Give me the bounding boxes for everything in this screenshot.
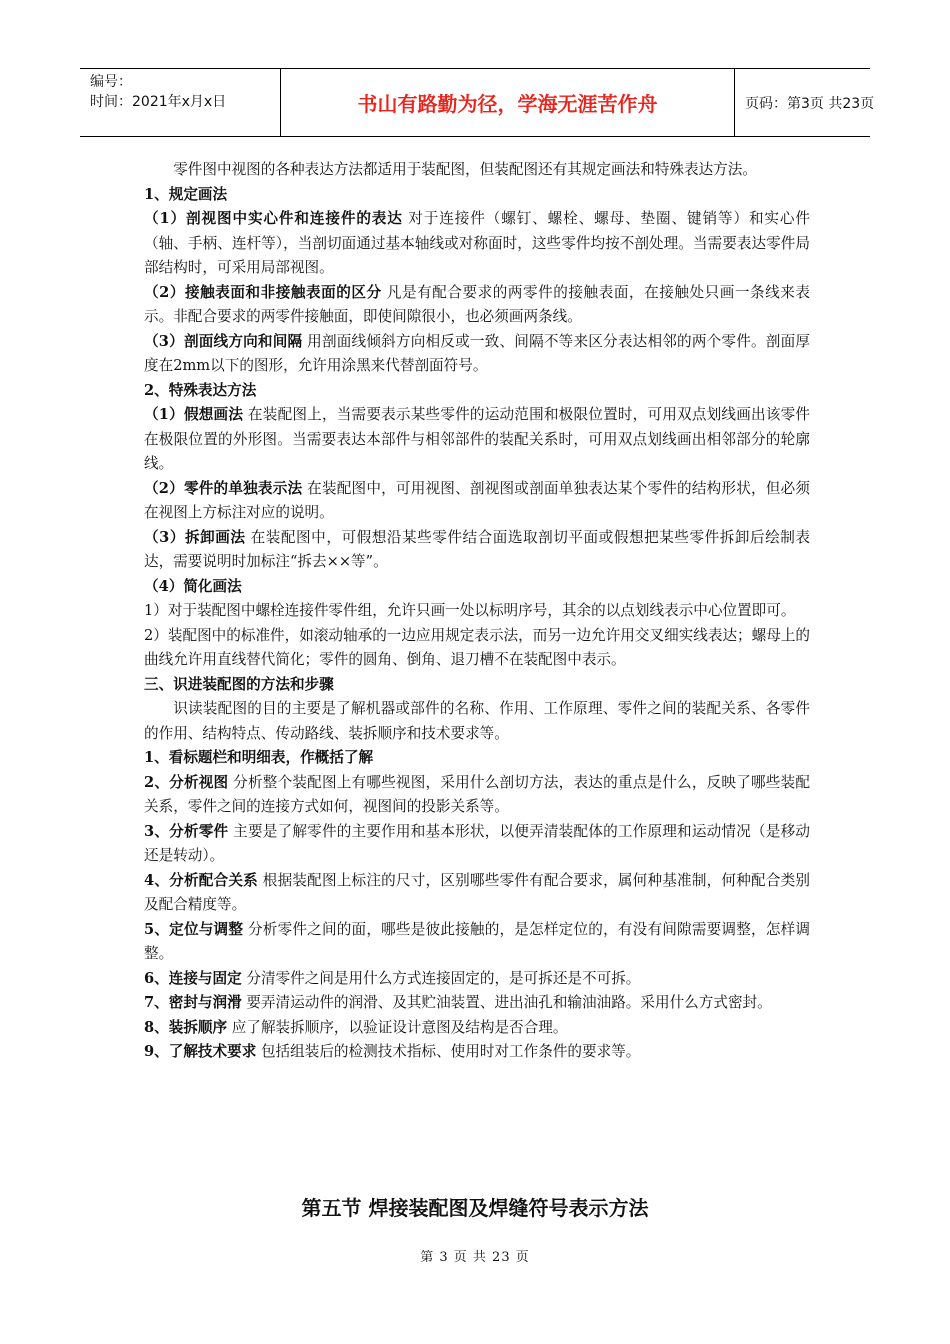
heading-prescribed-methods: 1、规定画法 — [144, 185, 228, 203]
step-5: 5、定位与调整 分析零件之间的面，哪些是彼此接触的，是怎样定位的，有没有间隙需要调整，怎样调整。 — [144, 920, 810, 962]
document-body — [144, 158, 810, 1065]
paragraph-reading-intro: 识读装配图的目的主要是了解机器或部件的名称、作用、工作原理、零件之间的装配关系、各零件的作用、结构特点、传动路线、装拆顺序和技术要求等。 — [144, 700, 810, 742]
step-6: 6、连接与固定 分清零件之间是用什么方式连接固定的，是可拆还是不可拆。 — [144, 969, 641, 987]
step-3: 3、分析零件 主要是了解零件的主要作用和基本形状，以便弄清装配体的工作原理和运动情况（是移动还是转动）。 — [144, 822, 810, 864]
paragraph-contact-surfaces: （2）接触表面和非接触表面的区分 凡是有配合要求的两零件的接触表面，在接触处只画一条线来表示。非配合要求的两零件接触面，即使间隙很小，也必须画两条线。 — [144, 283, 810, 325]
header-motto: 书山有路勤为径，学海无涯苦作舟 — [357, 92, 658, 116]
paragraph-imaginary-drawing: （1）假想画法 在装配图上，当需要表示某些零件的运动范围和极限位置时，可用双点划线画出该零件在极限位置的外形图。当需要表达本部件与相邻部件的装配关系时，可用双点划线画出相邻部分的轮廓线。 — [144, 406, 810, 472]
paragraph-simplified-1: 1）对于装配图中螺栓连接件零件组，允许只画一处以标明序号，其余的以点划线表示中心位置即可。 — [144, 602, 796, 619]
step-9: 9、了解技术要求 包括组装后的检测技术指标、使用时对工作条件的要求等。 — [144, 1043, 641, 1060]
paragraph-section-view: （1）剖视图中实心件和连接件的表达 对于连接件（螺钉、螺栓、螺母、垫圈、键销等）和实心件（轴、手柄、连杆等），当剖切面通过基本轴线或对称面时，这些零件均按不剖处理。当需要表达零件局部结构时，可采用局部视图。 — [144, 210, 810, 276]
step-7: 7、密封与润滑 要弄清运动件的润滑、及其贮油装置、进出油孔和输油油路。采用什么方式密封。 — [144, 994, 772, 1011]
header-page-code: 页码：第3页 共23页 — [745, 95, 875, 112]
step-2: 2、分析视图 分析整个装配图上有哪些视图，采用什么剖切方法，表达的重点是什么，反映了哪些装配关系，零件之间的连接方式如何，视图间的投影关系等。 — [144, 773, 810, 815]
paragraph-disassembly: （3）拆卸画法 在装配图中，可假想沿某些零件结合面选取剖切平面或假想把某些零件拆卸后绘制表达，需要说明时加标注“拆去××等”。 — [144, 528, 810, 570]
header-meta — [80, 69, 280, 136]
document-number-label: 编号： — [90, 74, 132, 90]
section-title: 第五节 焊接装配图及焊缝符号表示方法 — [301, 1196, 649, 1220]
paragraph-simplified-title: （4）简化画法 — [144, 577, 242, 595]
heading-reading-steps: 三、识进装配图的方法和步骤 — [144, 675, 334, 693]
document-date-label: 时间：2021年x月x日 — [90, 94, 227, 110]
page-footer: 第 3 页 共 23 页 — [420, 1250, 530, 1265]
paragraph-simplified-2: 2）装配图中的标准件，如滚动轴承的一边应用规定表示法，而另一边允许用交叉细实线表达；螺母上的曲线允许用直线替代简化；零件的圆角、倒角、退刀槽不在装配图中表示。 — [144, 626, 811, 668]
step-8: 8、装拆顺序 应了解装拆顺序，以验证设计意图及结构是否合理。 — [144, 1018, 568, 1036]
step-4: 4、分析配合关系 根据装配图上标注的尺寸，区别哪些零件有配合要求，属何种基准制，何种配合类别及配合精度等。 — [144, 871, 810, 913]
intro-paragraph: 零件图中视图的各种表达方法都适用于装配图，但装配图还有其规定画法和特殊表达方法。 — [173, 161, 757, 178]
heading-special-methods: 2、特殊表达方法 — [144, 381, 257, 399]
header-motto-cell — [280, 69, 735, 136]
page-header — [80, 68, 875, 137]
paragraph-hatch-lines: （3）剖面线方向和间隔 用剖面线倾斜方向相反或一致、间隔不等来区分表达相邻的两个零件。剖面厚度在2mm以下的图形，允许用涂黑来代替剖面符号。 — [144, 332, 810, 374]
paragraph-separate-part: （2）零件的单独表示法 在装配图中，可用视图、剖视图或剖面单独表达某个零件的结构形状，但必须在视图上方标注对应的说明。 — [144, 479, 810, 521]
step-1: 1、看标题栏和明细表，作概括了解 — [144, 749, 374, 766]
